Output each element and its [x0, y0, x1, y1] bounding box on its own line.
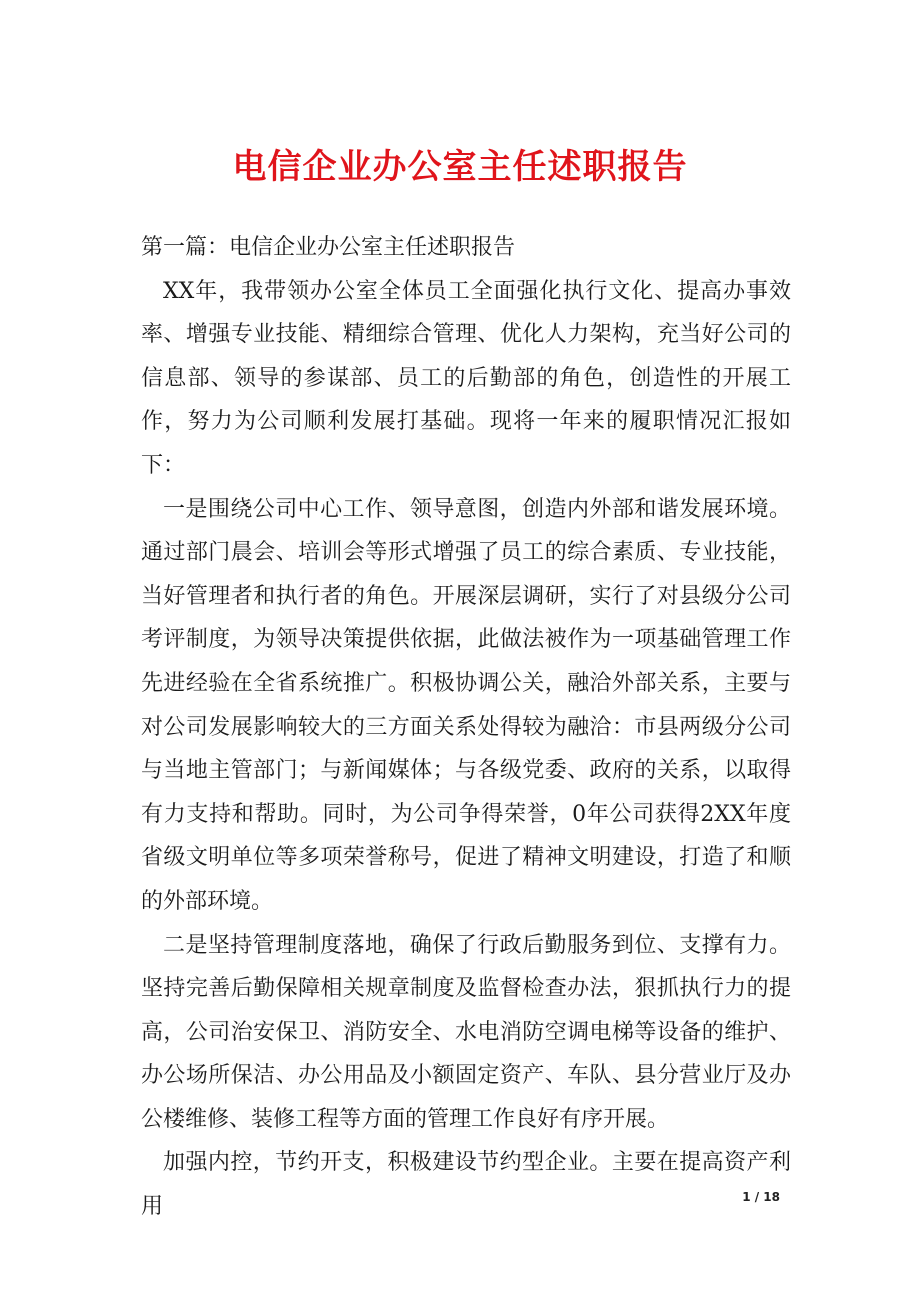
document-title: 电信企业办公室主任述职报告 [232, 147, 688, 187]
paragraph-internal-control: 加强内控，节约开支，积极建设节约型企业。主要在提高资产利用 [141, 1150, 791, 1220]
paragraph-intro: XX年，我带领办公室全体员工全面强化执行文化、提高办事效率、增强专业技能、精细综合管理、优化人力架构，充当好公司的信息部、领导的参谋部、员工的后勤部的角色，创造性的开展工作，努力为公司顺利发展打基础。现将一年来的履职情况汇报如下： [141, 278, 791, 478]
page-number: 1 / 18 [742, 1190, 780, 1204]
paragraph-point-one: 一是围绕公司中心工作、领导意图，创造内外部和谐发展环境。通过部门晨会、培训会等形式增强了员工的综合素质、专业技能，当好管理者和执行者的角色。开展深层调研，实行了对县级分公司考评制度，为领导决策提供依据，此做法被作为一项基础管理工作先进经验在全省系统推广。积极协调公关，融洽外部关系，主要与对公司发展影响较大的三方面关系处得较为融洽：市县两级分公司与当地主管部门；与新闻媒体；与各级党委、政府的关系，以取得有力支持和帮助。同时，为公司争得荣誉，0年公司获得2XX年度省级文明单位等多项荣誉称号，促进了精神文明建设，打造了和顺的外部环境。 [141, 496, 791, 914]
section-heading: 第一篇：电信企业办公室主任述职报告 [141, 235, 516, 260]
document-body [141, 226, 791, 1229]
paragraph-point-two: 二是坚持管理制度落地，确保了行政后勤服务到位、支撑有力。坚持完善后勤保障相关规章制度及监督检查办法，狠抓执行力的提高，公司治安保卫、消防安全、水电消防空调电梯等设备的维护、办公场所保洁、办公用品及小额固定资产、车队、县分营业厅及办公楼维修、装修工程等方面的管理工作良好有序开展。 [141, 932, 791, 1132]
